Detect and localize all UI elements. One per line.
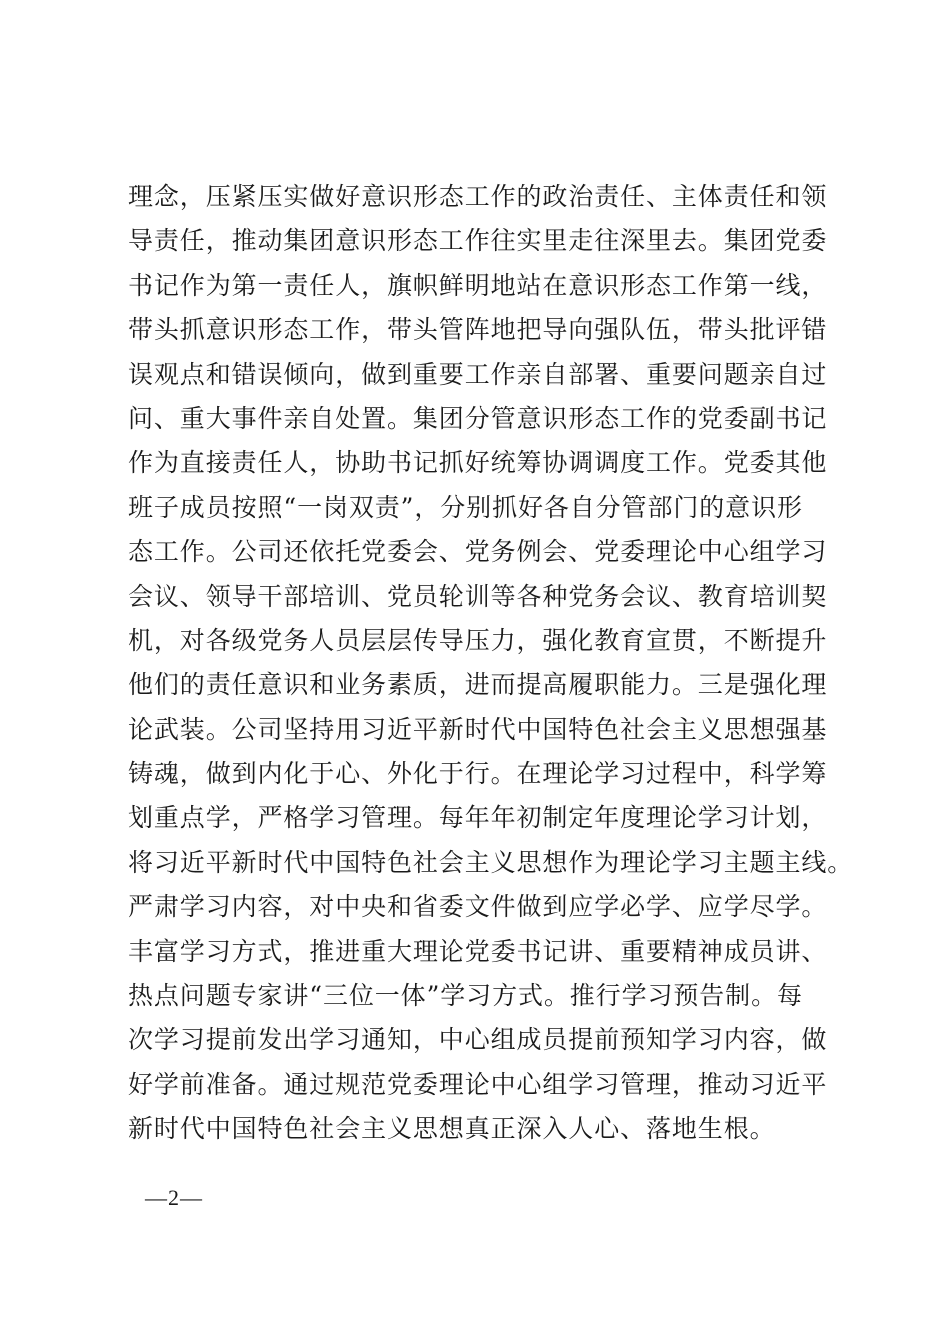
text-line: 划重点学，严格学习管理。每年年初制定年度理论学习计划， (128, 803, 828, 833)
text-line: 班子成员按照“一岗双责”，分别抓好各自分管部门的意识形 (128, 492, 803, 522)
text-line: 误观点和错误倾向，做到重要工作亲自部署、重要问题亲自过 (128, 359, 828, 389)
text-line: 带头抓意识形态工作，带头管阵地把导向强队伍，带头批评错 (128, 315, 828, 345)
text-line: 书记作为第一责任人，旗帜鲜明地站在意识形态工作第一线， (128, 270, 828, 300)
text-line: 会议、领导干部培训、党员轮训等各种党务会议、教育培训契 (128, 581, 828, 611)
text-line: 作为直接责任人，协助书记抓好统筹协调调度工作。党委其他 (128, 448, 828, 478)
text-line: 态工作。公司还依托党委会、党务例会、党委理论中心组学习 (128, 537, 828, 567)
text-line: 理念，压紧压实做好意识形态工作的政治责任、主体责任和领 (128, 182, 828, 211)
text-line: 导责任，推动集团意识形态工作往实里走往深里去。集团党委 (128, 226, 828, 256)
text-line: 他们的责任意识和业务素质，进而提高履职能力。三是强化理 (128, 670, 828, 700)
text-line: 论武装。公司坚持用习近平新时代中国特色社会主义思想强基 (128, 714, 828, 744)
text-line: 将习近平新时代中国特色社会主义思想作为理论学习主题主线。 (128, 847, 854, 877)
text-line: 好学前准备。通过规范党委理论中心组学习管理，推动习近平 (128, 1069, 828, 1099)
text-line: 热点问题专家讲“三位一体”学习方式。推行学习预告制。每 (128, 981, 803, 1011)
text-line: 丰富学习方式，推进重大理论党委书记讲、重要精神成员讲、 (128, 936, 828, 966)
body-paragraph (128, 175, 854, 1152)
text-line: 严肃学习内容，对中央和省委文件做到应学必学、应学尽学。 (128, 892, 828, 922)
text-line: 新时代中国特色社会主义思想真正深入人心、落地生根。 (128, 1114, 776, 1144)
text-line: 铸魂，做到内化于心、外化于行。在理论学习过程中，科学筹 (128, 759, 828, 789)
text-line: 次学习提前发出学习通知，中心组成员提前预知学习内容，做 (128, 1025, 828, 1055)
page-number: —2— (145, 1185, 203, 1210)
text-line: 问、重大事件亲自处置。集团分管意识形态工作的党委副书记 (128, 403, 828, 433)
text-line: 机，对各级党务人员层层传导压力，强化教育宣贯，不断提升 (128, 625, 828, 655)
